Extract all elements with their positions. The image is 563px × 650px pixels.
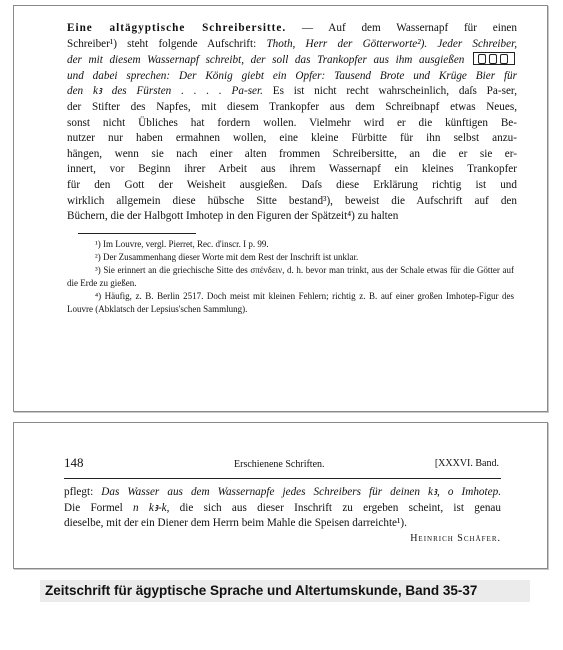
top-body-line: der mit diesem Wassernapf schreibt, der soll das Trankopfer aus ihm ausgießen xyxy=(67,52,517,69)
bottom-page xyxy=(13,422,548,569)
bottom-body-line: Die Formel n kꜣ-k, die sich aus dieser Inschrift zu ergeben scheint, ist genau xyxy=(64,501,501,514)
top-body-line: sonst nicht Übliches hat fordern wollen. Vielmehr wird er die künftigen Be- xyxy=(67,116,517,129)
page-number: 148 xyxy=(64,455,84,470)
top-body-line: nutzer nur haben ermahnen wollen, eine kleine Fürbitte für ihn selbst anzu- xyxy=(67,132,517,145)
top-body-line: Eine altägyptische Schreibersitte. — Auf dem Wassernapf für einen xyxy=(67,22,517,34)
footnote-2: ²) Der Zusammenhang dieser Worte mit dem Rest der Inschrift ist unklar. xyxy=(95,252,359,262)
top-body-line: für den Gott der Weisheit ausgießen. Daſs diese Erklärung richtig ist und xyxy=(67,178,517,191)
top-body-line: hängen, wenn sie nach einer alten frommen Schreibersitte, an die er sie er- xyxy=(67,147,517,160)
top-page xyxy=(13,5,548,412)
top-body-line: wirklich allgemein diese hübsche Sitte bestand³), beweist die Aufschrift auf den xyxy=(67,194,517,207)
top-body-line: Schreiber¹) steht folgende Aufschrift: Thoth, Herr der Götterworte²). Jeder Schreiber, xyxy=(67,37,517,50)
bottom-body-text xyxy=(64,485,501,546)
running-title: Erschienene Schriften. xyxy=(234,459,325,470)
bottom-body-line: dieselbe, mit der ein Diener dem Herrn beim Mahle die Speisen darreichte¹). xyxy=(64,517,407,530)
top-body-line: den kꜣ des Fürsten . . . . Pa-ser. Es ist nicht recht wahrscheinlich, daſs Pa-ser, xyxy=(67,85,517,98)
footnote-3: ³) Sie erinnert an die griechische Sitte des σπένδειν, d. h. bevor man trinkt, aus der Schale etwas für die Götter auf die Erde zu gießen. xyxy=(67,265,514,288)
top-body-line: der Stifter des Napfes, mit diesem Trankopfer aus dem Schreibnapf etwas Neues, xyxy=(67,100,517,113)
running-header xyxy=(64,455,499,472)
volume-label: [XXXVI. Band. xyxy=(434,458,499,469)
footnote-rule xyxy=(78,233,196,234)
bottom-body-line: pflegt: Das Wasser aus dem Wassernapfe jedes Schreibers für deinen kꜣ, o Imhotep. xyxy=(64,486,501,498)
top-body-line: Büchern, die der Halbgott Imhotep in den Figuren der Spätzeit⁴) zu halten xyxy=(67,210,399,223)
top-body-text xyxy=(67,21,517,225)
author-signature: Heinrich Schäfer. xyxy=(410,532,501,544)
header-rule xyxy=(64,478,501,479)
footnote-4: ⁴) Häufig, z. B. Berlin 2517. Doch meist mit kleinen Fehlern; richtig z. B. auf einer großen Imhotep-Figur des Louvre (Abklatsch der Lepsius'schen Sammlung). xyxy=(67,291,514,314)
source-caption: Zeitschrift für ägyptische Sprache und Altertumskunde, Band 35-37 xyxy=(40,580,530,602)
footnote-1: ¹) Im Louvre, vergl. Pierret, Rec. d'inscr. I p. 99. xyxy=(95,239,269,249)
hieroglyph-icon xyxy=(473,52,515,65)
top-body-line: innert, vor Beginn ihrer Arbeit aus ihrem Wassernapf ein kleines Trankopfer xyxy=(67,163,517,176)
footnotes xyxy=(67,238,514,316)
top-body-line: und dabei sprechen: Der König giebt ein Opfer: Tausend Brote und Krüge Bier für xyxy=(67,69,517,82)
